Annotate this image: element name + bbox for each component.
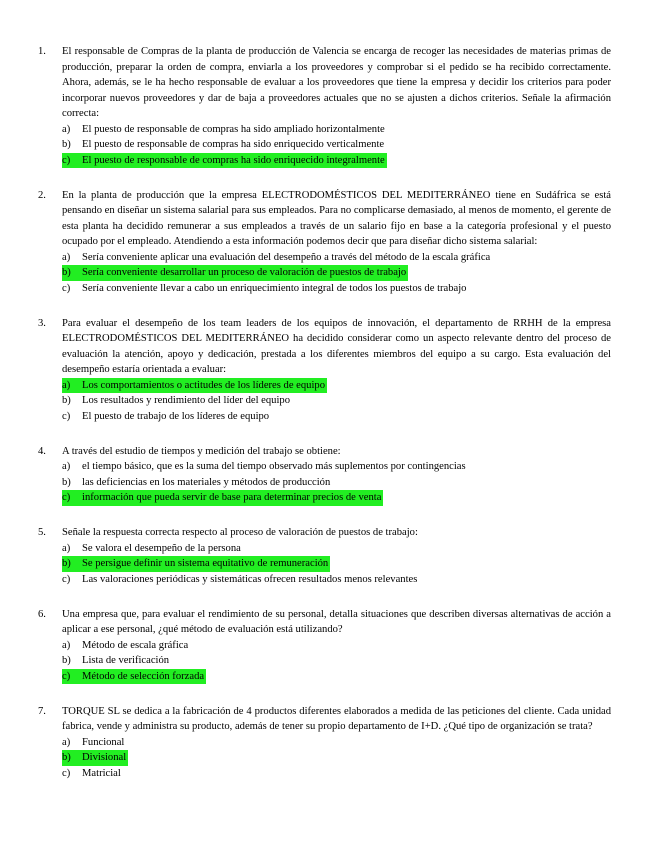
option-text: Sería conveniente aplicar una evaluación del desempeño a través del método de la escala gráfica xyxy=(82,251,491,263)
option-row xyxy=(38,265,611,281)
option-letter: c) xyxy=(62,410,71,422)
option-row xyxy=(38,122,611,138)
option-row xyxy=(38,153,611,169)
option-text: El puesto de responsable de compras ha sido enriquecido verticalmente xyxy=(82,139,385,150)
option-text: información que pueda servir de base para determinar precios de venta xyxy=(82,492,382,503)
answer-option-b-highlighted xyxy=(62,556,330,572)
question-4 xyxy=(38,444,611,506)
option-text: Divisional xyxy=(82,752,127,763)
answer-option-a xyxy=(62,122,611,138)
option-letter: c) xyxy=(62,492,71,503)
answer-option-c xyxy=(62,766,611,782)
option-row xyxy=(38,281,611,297)
option-letter: a) xyxy=(62,639,71,651)
option-text: Los resultados y rendimiento del líder del equipo xyxy=(82,395,291,406)
question-number: 4. xyxy=(38,445,46,457)
option-text: Los comportamientos o actitudes de los líderes de equipo xyxy=(82,379,326,391)
option-letter: c) xyxy=(62,767,71,779)
option-letter: b) xyxy=(62,476,71,488)
option-letter: a) xyxy=(62,461,71,472)
question-3 xyxy=(38,316,611,425)
question-text: A través del estudio de tiempos y medición del trabajo se obtiene: xyxy=(62,445,341,457)
option-row xyxy=(38,393,611,409)
option-text: Se persigue definir un sistema equitativo de remuneración xyxy=(82,558,329,569)
answer-option-b xyxy=(62,653,611,669)
question-text: Señale la respuesta correcta respecto al proceso de valoración de puestos de trabajo: xyxy=(62,527,418,538)
answer-option-a xyxy=(62,459,611,475)
option-letter: b) xyxy=(62,267,71,278)
answer-option-a xyxy=(62,638,611,654)
answer-option-a-highlighted xyxy=(62,378,327,394)
option-letter: a) xyxy=(62,542,71,554)
answer-option-b xyxy=(62,393,611,409)
option-row xyxy=(38,556,611,572)
answer-option-c-highlighted xyxy=(62,669,206,685)
question-number: 5. xyxy=(38,527,46,538)
option-row xyxy=(38,766,611,782)
option-text: El puesto de responsable de compras ha sido enriquecido integralmente xyxy=(82,154,385,166)
option-row xyxy=(38,378,611,394)
option-row xyxy=(38,490,611,506)
answer-option-b-highlighted xyxy=(62,265,408,281)
option-text: Se valora el desempeño de la persona xyxy=(82,542,241,554)
option-letter: b) xyxy=(62,139,71,150)
option-row xyxy=(38,653,611,669)
question-text: El responsable de Compras de la planta de producción de Valencia se encarga de recoger las necesidades de materias primas de producción, preparar la orden de compra, enviarla a los proveedores y comprobar si el pedido se ha recibido correctamente. Ahora, además, se le ha hecho responsable de evaluar a los proveedores que tiene la empresa y decidir los criterios para poder incorporar nuevos proveedores y dar de baja a proveedores actuales que no se ajusten a dichos criterios. Señale la afirmación correcta: xyxy=(62,46,611,119)
option-text: El puesto de trabajo de los líderes de equipo xyxy=(82,410,270,422)
question-1 xyxy=(38,44,611,168)
option-row xyxy=(38,541,611,557)
option-letter: c) xyxy=(62,573,71,585)
quiz-document xyxy=(38,44,611,801)
option-text: las deficiencias en los materiales y métodos de producción xyxy=(82,476,331,488)
option-text: Método de selección forzada xyxy=(82,670,205,682)
option-letter: a) xyxy=(62,251,71,263)
option-text: Lista de verificación xyxy=(82,655,170,666)
question-text: Para evaluar el desempeño de los team leaders de los equipos de innovación, el departamento de RRHH de la empresa ELECTRODOMÉSTICOS DEL MEDITERRÁNEO ha decidido considerar como un aspecto relevante dentro del proceso de evaluación la atención, apoyo y dedicación, prestada a los diferentes miembros del equipo a su cargo. Esta evaluación del desempeño estaría orientada a evaluar: xyxy=(62,317,611,375)
answer-option-c xyxy=(62,409,611,425)
option-row xyxy=(38,669,611,685)
answer-option-a xyxy=(62,541,611,557)
question-2 xyxy=(38,188,611,297)
option-row xyxy=(38,409,611,425)
option-row xyxy=(38,459,611,475)
option-letter: c) xyxy=(62,282,71,294)
option-text: Sería conveniente llevar a cabo un enriquecimiento integral de todos los puestos de trabajo xyxy=(82,282,467,294)
answer-option-c xyxy=(62,572,611,588)
option-text: Las valoraciones periódicas y sistemáticas ofrecen resultados menos relevantes xyxy=(82,573,418,585)
question-number: 1. xyxy=(38,46,46,57)
answer-option-b xyxy=(62,475,611,491)
question-text: Una empresa que, para evaluar el rendimiento de su personal, detalla situaciones que describen diversas alternativas de acción a aplicar a ese personal, ¿qué método de evaluación está utilizando? xyxy=(62,608,611,635)
option-letter: b) xyxy=(62,395,71,406)
option-text: Sería conveniente desarrollar un proceso de valoración de puestos de trabajo xyxy=(82,267,407,278)
question-number: 7. xyxy=(38,705,46,717)
option-letter: c) xyxy=(62,154,71,166)
answer-option-a xyxy=(62,250,611,266)
question-number: 6. xyxy=(38,608,46,620)
option-letter: b) xyxy=(62,655,71,666)
option-text: Funcional xyxy=(82,736,125,748)
option-text: Método de escala gráfica xyxy=(82,639,189,651)
option-letter: c) xyxy=(62,670,71,682)
answer-option-c-highlighted xyxy=(62,153,387,169)
option-text: Matricial xyxy=(82,767,121,779)
question-7 xyxy=(38,704,611,782)
option-letter: a) xyxy=(62,379,71,391)
answer-option-b-highlighted xyxy=(62,750,128,766)
option-row xyxy=(38,750,611,766)
question-text: TORQUE SL se dedica a la fabricación de 4 productos diferentes elaborados a medida de las peticiones del cliente. Cada unidad fabrica, vende y administra su producto, además de tener su propio departamento de I+D. ¿Qué tipo de organización se trata? xyxy=(62,705,611,732)
option-letter: b) xyxy=(62,752,71,763)
option-text: El puesto de responsable de compras ha sido ampliado horizontalmente xyxy=(82,123,385,135)
question-text: En la planta de producción que la empresa ELECTRODOMÉSTICOS DEL MEDITERRÁNEO tiene en Sudáfrica se está pensando en diseñar un sistema salarial para sus empleados. Para no complicarse demasiado, al menos de momento, el gerente de esta planta ha decidido remunerar a sus empleados a través de un salario fijo en base a la categoría profesional y el puesto ocupado por el empleado. Atendiendo a esta información podemos decir que para diseñar dicho sistema salarial: xyxy=(62,189,611,247)
option-row xyxy=(38,250,611,266)
question-number: 3. xyxy=(38,317,46,329)
option-row xyxy=(38,735,611,751)
option-row xyxy=(38,475,611,491)
answer-option-b xyxy=(62,137,611,153)
option-row xyxy=(38,638,611,654)
question-5 xyxy=(38,525,611,587)
option-letter: a) xyxy=(62,123,71,135)
option-row xyxy=(38,572,611,588)
option-row xyxy=(38,137,611,153)
option-text: el tiempo básico, que es la suma del tiempo observado más suplementos por contingencias xyxy=(82,461,466,472)
answer-option-a xyxy=(62,735,611,751)
answer-option-c xyxy=(62,281,611,297)
option-letter: a) xyxy=(62,736,71,748)
question-number: 2. xyxy=(38,189,46,201)
question-6 xyxy=(38,607,611,685)
option-letter: b) xyxy=(62,558,71,569)
answer-option-c-highlighted xyxy=(62,490,383,506)
